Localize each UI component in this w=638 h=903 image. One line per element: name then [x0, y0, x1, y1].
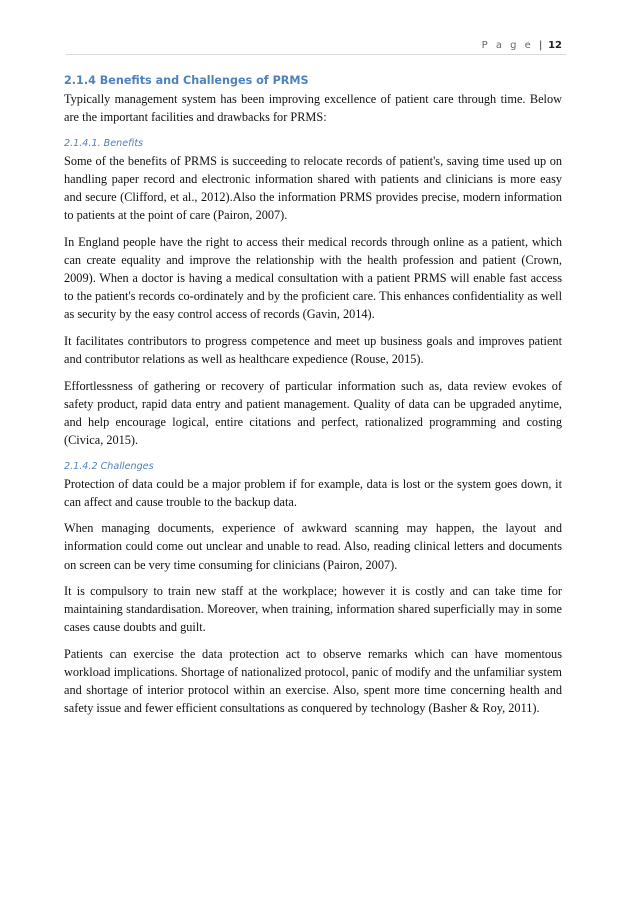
challenges-paragraph: It is compulsory to train new staff at the workplace; however it is costly and can take time for maintaining standardisation. Moreover, when training, information shared superficially may in some cases cause doubts and guilt.: [64, 584, 562, 635]
page-label: P a g e: [481, 40, 534, 51]
page-separator: |: [539, 40, 543, 51]
benefits-paragraph: It facilitates contributors to progress competence and meet up business goals and improves patient and contributor relations as well as healthcare expedience (Rouse, 2015).: [64, 333, 562, 366]
section-intro: Typically management system has been improving excellence of patient care through time. Below are the important facilities and drawbacks for PRMS:: [64, 92, 562, 125]
benefits-heading: 2.1.4.1. Benefits: [64, 137, 144, 149]
challenges-heading: 2.1.4.2 Challenges: [64, 460, 154, 472]
header-rule: [66, 54, 566, 55]
benefits-paragraph: In England people have the right to access their medical records through online as a patient, which can create equality and improve the relationship with the health profession and patient (Crown, 2009). When a doctor is having a medical consultation with a patient PRMS will enable fast access to the patient's records co-ordinately and by the proficient care. This enhances confidentiality as well as security by the easy control access of records (Gavin, 2014).: [64, 234, 562, 322]
challenges-paragraph: Protection of data could be a major problem if for example, data is lost or the system goes down, it can affect and cause trouble to the backup data.: [64, 476, 562, 509]
page-content: [64, 72, 562, 726]
page-header: [70, 40, 562, 62]
section-heading: 2.1.4 Benefits and Challenges of PRMS: [64, 74, 309, 87]
benefits-paragraph: Some of the benefits of PRMS is succeeding to relocate records of patient's, saving time used up on handling paper record and electronic information shared with patients and clinicians is more easy and secure (Clifford, et al., 2012).Also the information PRMS provides precise, modern information to patients at the point of care (Pairon, 2007).: [64, 153, 562, 223]
benefits-paragraph: Effortlessness of gathering or recovery of particular information such as, data review evokes of safety product, rapid data entry and patient management. Quality of data can be upgraded anytime, and help encourage logical, entire citations and perfect, rationalized programming and costing (Civica, 2015).: [64, 378, 562, 447]
page-number: 12: [548, 40, 562, 51]
challenges-paragraph: When managing documents, experience of awkward scanning may happen, the layout and information could come out unclear and unable to read. Also, reading clinical letters and documents on screen can be very time consuming for clinicians (Pairon, 2007).: [64, 521, 562, 572]
challenges-paragraph: Patients can exercise the data protection act to observe remarks which can have momentous workload implications. Shortage of nationalized protocol, panic of modify and the unfamiliar system and shortage of interior protocol within an exercise. Also, spent more time concerning health and safety issue and fewer efficient consultations as conquered by technology (Basher & Roy, 2011).: [64, 647, 562, 716]
